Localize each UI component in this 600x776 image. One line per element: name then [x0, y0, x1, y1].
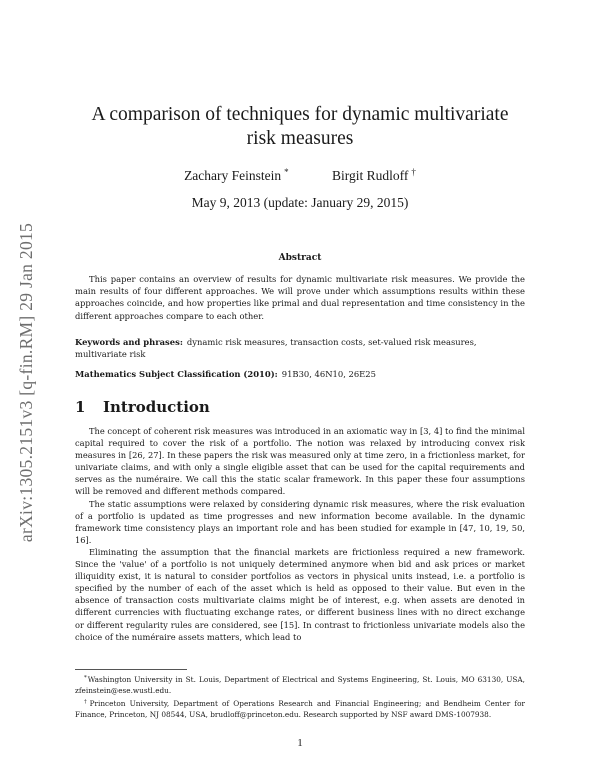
msc-label: Mathematics Subject Classification (2010):: [75, 369, 278, 379]
keywords-text: dynamic risk measures, transaction costs, set-valued risk measures, multivariate risk: [75, 337, 477, 360]
footnote-mark: *: [84, 675, 87, 681]
abstract-heading: Abstract: [278, 253, 322, 263]
section-heading: [75, 398, 525, 416]
paper-title: A comparison of techniques for dynamic multivariate risk measures: [91, 104, 509, 149]
author-name: Zachary Feinstein: [184, 168, 282, 183]
msc-classification: [75, 368, 525, 380]
footnote-rudloff: [75, 697, 525, 720]
section-title: Introduction: [103, 398, 210, 416]
body-paragraph: Eliminating the assumption that the financial markets are frictionless required a new framework. Since the 'value' of a portfolio is not uniquely determined anymore when bid and ask prices or market illiquidity exist, it is natural to consider portfolios as vectors in physical units instead, i.e. a portfolio is specified by the number of each of the asset which is held as opposed to their value. But even in the absence of transaction costs multivariate claims might be of interest, e.g. when assets are denoted in different currencies with fluctuating exchange rates, or different business lines with no direct exchange or different regularity rules are considered, see [15]. In contrast to frictionless univariate models also the choice of the numéraire assets matters, which lead to: [75, 546, 525, 642]
introduction-body: [75, 425, 525, 643]
arxiv-stamp: [14, 185, 40, 580]
body-paragraph: The concept of coherent risk measures was introduced in an axiomatic way in [3, 4] to find the minimal capital required to cover the risk of a portfolio. The notion was relaxed by introducing convex risk measures in [26, 27]. In these papers the risk was measured only at time zero, in a frictionless market, for univariate claims, and with only a single eligible asset that can be used for the capital requirements and serves as the numéraire. We call this the static scalar framework. In this paper these four assumptions will be removed and different methods compared.: [75, 426, 525, 497]
keywords: [75, 336, 525, 360]
author-feinstein: [184, 167, 289, 184]
author-list: [75, 167, 525, 184]
author-footnote-mark: †: [411, 167, 416, 177]
footnote-rule: [75, 669, 187, 670]
section-number: 1: [75, 398, 86, 416]
body-paragraph: The static assumptions were relaxed by considering dynamic risk measures, where the risk evaluation of a portfolio is updated as time progresses and new information become available. In the dynamic framework time consistency plays an important role and has been studied for example in [47, 10, 19, 50, 16].: [75, 498, 525, 545]
footnote-text: Princeton University, Department of Operations Research and Financial Engineering; and Bendheim Center for Finance, Princeton, NJ 08544, USA, brudloff@princeton.edu. Research supported by NSF award DMS-1007938.: [75, 699, 526, 719]
footnote-feinstein: [75, 673, 525, 696]
footnote-mark: †: [84, 699, 89, 706]
author-rudloff: [332, 167, 416, 184]
page-number: 1: [297, 737, 303, 749]
abstract-text: This paper contains an overview of results for dynamic multivariate risk measures. We provide the main results of four different approaches. We will prove under which assumptions results within these approaches coincide, and how properties like primal and dual representation and time consistency in the different approaches compare to each other.: [75, 274, 525, 321]
msc-text: 91B30, 46N10, 26E25: [281, 369, 376, 379]
paper-date: May 9, 2013 (update: January 29, 2015): [191, 195, 409, 210]
footnotes: [75, 673, 525, 721]
arxiv-stamp-text: arXiv:1305.2151v3 [q-fin.RM] 29 Jan 2015: [16, 222, 37, 543]
keywords-label: Keywords and phrases:: [75, 337, 183, 347]
author-footnote-mark: *: [284, 167, 289, 177]
author-name: Birgit Rudloff: [332, 168, 409, 183]
footnote-text: Washington University in St. Louis, Department of Electrical and Systems Engineering, St. Louis, MO 63130, USA, zfeinstein@ese.wustl.edu.: [75, 675, 525, 695]
